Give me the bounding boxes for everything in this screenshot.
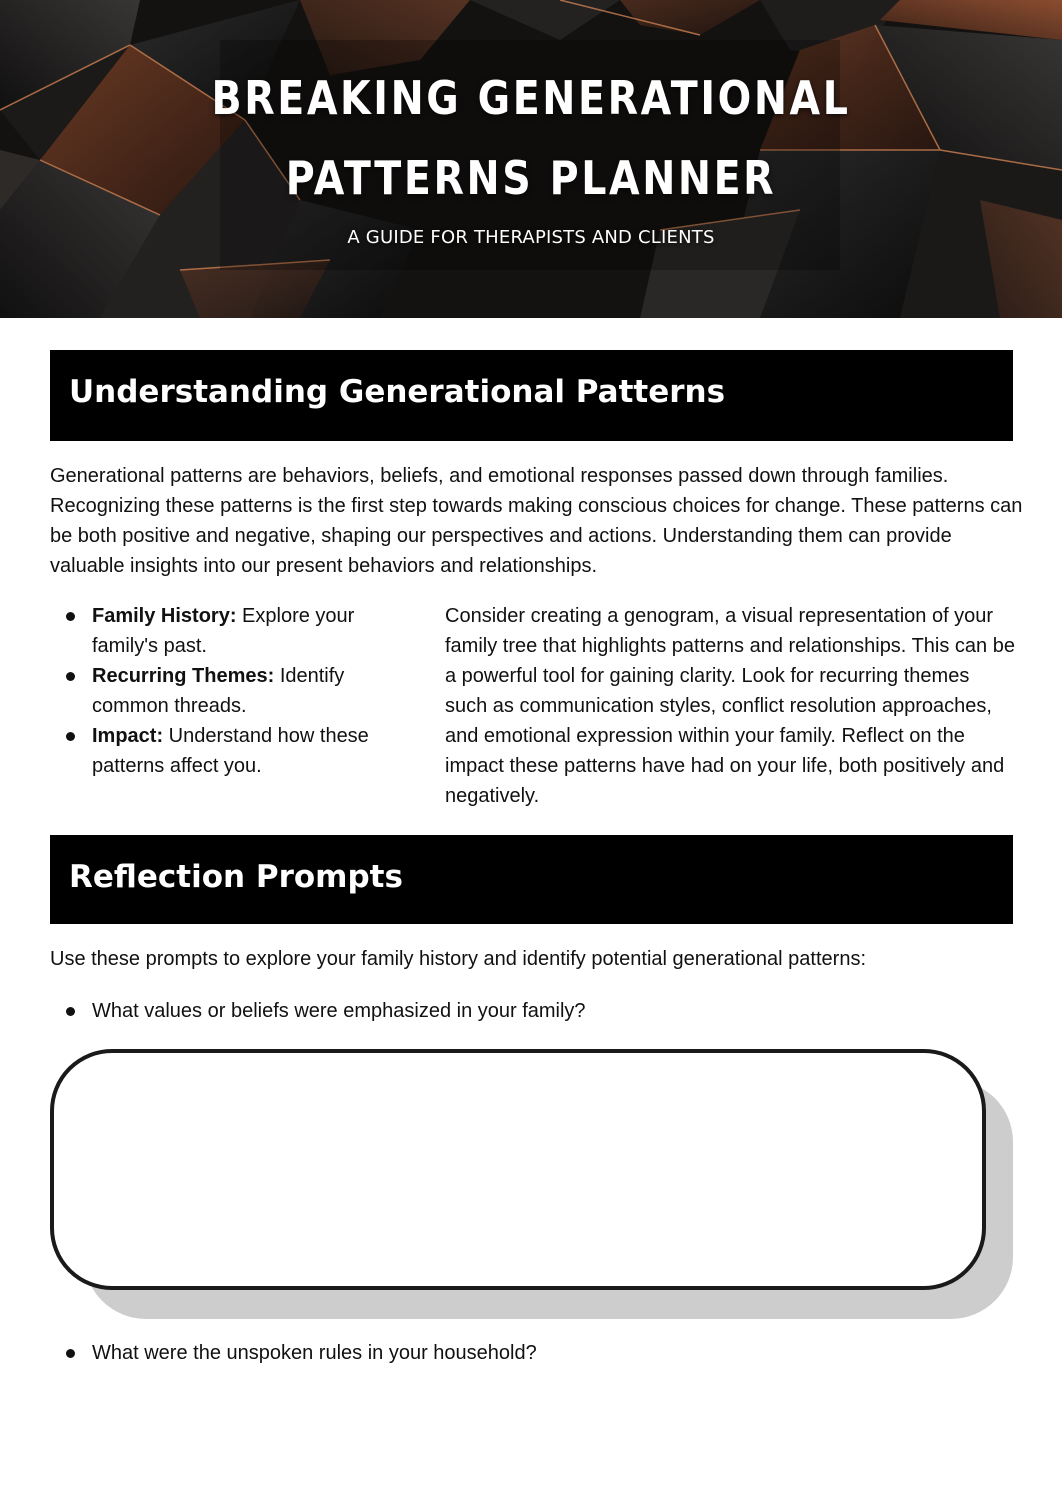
bullet-dot-icon bbox=[66, 612, 75, 621]
list-item-text: Understand how these patterns affect you. bbox=[92, 725, 369, 777]
reflection-prompt-list bbox=[50, 996, 1010, 1026]
prompt-text: What values or beliefs were emphasized in your family? bbox=[92, 1000, 586, 1022]
understanding-intro-paragraph: Generational patterns are behaviors, beliefs, and emotional responses passed down through families. Recognizing these patterns is the first step towards making conscious choices for change. These patterns can be both positive and negative, shaping our perspectives and actions. Understanding them can provide valuable insights into our present behaviors and relationships. bbox=[50, 465, 1023, 577]
list-item-text: Explore your family's past. bbox=[92, 605, 355, 657]
page-title-line1: BREAKING GENERATIONAL bbox=[211, 71, 851, 125]
reflection-prompt-list bbox=[50, 1338, 1010, 1368]
list-item bbox=[50, 721, 410, 781]
pattern-aspects-list bbox=[50, 601, 410, 781]
section-title-reflection: Reflection Prompts bbox=[69, 859, 403, 895]
list-item-text: Identify common threads. bbox=[92, 665, 345, 717]
list-item bbox=[50, 601, 410, 661]
page-subtitle: A GUIDE FOR THERAPISTS AND CLIENTS bbox=[347, 227, 715, 248]
genogram-paragraph: Consider creating a genogram, a visual representation of your family tree that highlights patterns and relationships. This can be a powerful tool for gaining clarity. Look for recurring themes such as communication styles, conflict resolution approaches, and emotional expression within your family. Reflect on the impact these patterns have had on your life, both positively and negatively. bbox=[445, 605, 1015, 807]
list-item-term: Family History: bbox=[92, 605, 237, 627]
section-header-reflection bbox=[50, 835, 1013, 924]
list-item bbox=[50, 1338, 1010, 1368]
page-title bbox=[74, 58, 987, 218]
bullet-dot-icon bbox=[66, 732, 75, 741]
page-title-line2: PATTERNS PLANNER bbox=[285, 151, 777, 205]
list-item bbox=[50, 996, 1010, 1026]
answer-writing-box[interactable] bbox=[50, 1049, 986, 1290]
bullet-dot-icon bbox=[66, 672, 75, 681]
prompt-text: What were the unspoken rules in your household? bbox=[92, 1342, 537, 1364]
reflection-intro-paragraph: Use these prompts to explore your family history and identify potential generational patterns: bbox=[50, 948, 866, 970]
list-item bbox=[50, 661, 410, 721]
bullet-dot-icon bbox=[66, 1007, 75, 1016]
section-title-understanding: Understanding Generational Patterns bbox=[69, 374, 726, 410]
hero-banner bbox=[0, 0, 1062, 318]
section-header-understanding bbox=[50, 350, 1013, 441]
bullet-dot-icon bbox=[66, 1349, 75, 1358]
list-item-term: Impact: bbox=[92, 725, 164, 747]
list-item-term: Recurring Themes: bbox=[92, 665, 275, 687]
